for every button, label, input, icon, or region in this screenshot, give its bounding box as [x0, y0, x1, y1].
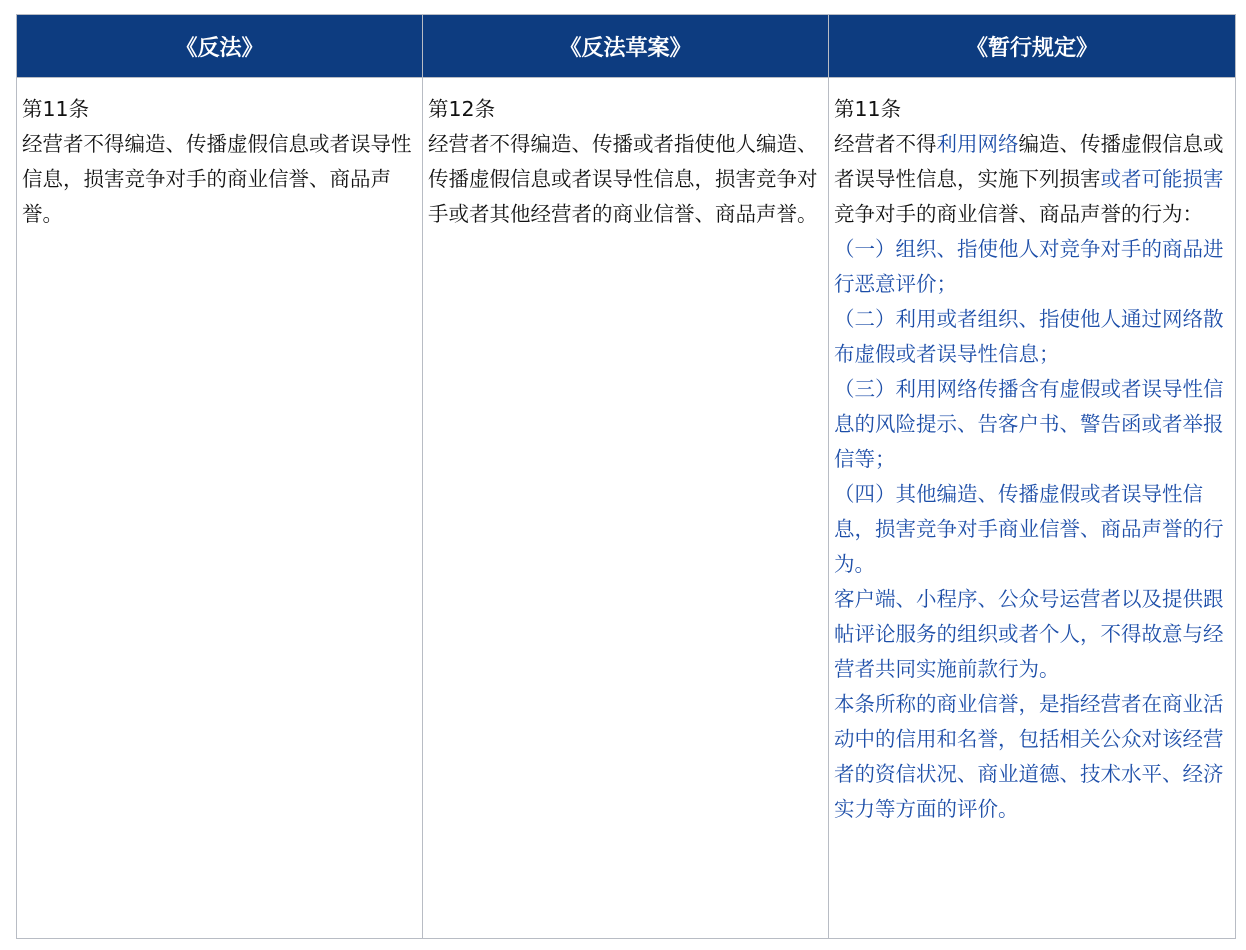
list-item: （四）其他编造、传播虚假或者误导性信息，损害竞争对手商业信誉、商品声誉的行为。: [834, 482, 1224, 576]
header-row: [17, 15, 1236, 78]
article-number: 第11条: [22, 97, 90, 121]
comparison-table: [16, 14, 1236, 939]
list-item: （一）组织、指使他人对竞争对手的商品进行恶意评价；: [834, 237, 1224, 296]
header-interim-provisions: 《暂行规定》: [829, 15, 1236, 78]
article-number: 第12条: [428, 97, 496, 121]
article-paragraph-1: [834, 127, 1231, 232]
highlighted-text: 或者可能损害: [1100, 167, 1224, 191]
list-item: （二）利用或者组织、指使他人通过网络散布虚假或者误导性信息；: [834, 307, 1224, 366]
text-segment: 竞争对手的商业信誉、商品声誉的行为：: [834, 202, 1203, 226]
highlighted-text: 利用网络: [936, 132, 1019, 156]
header-fanfa: 《反法》: [17, 15, 423, 78]
text-segment: 经营者不得: [834, 132, 937, 156]
article-paragraph-2: 客户端、小程序、公众号运营者以及提供跟帖评论服务的组织或者个人，不得故意与经营者共同实施前款行为。: [834, 587, 1224, 681]
cell-fanfa-draft: [423, 78, 829, 939]
cell-interim-provisions: [829, 78, 1236, 939]
article-body: 经营者不得编造、传播或者指使他人编造、传播虚假信息或者误导性信息，损害竞争对手或者其他经营者的商业信誉、商品声誉。: [428, 132, 818, 226]
header-fanfa-draft: 《反法草案》: [423, 15, 829, 78]
cell-fanfa: [17, 78, 423, 939]
article-number: 第11条: [834, 97, 902, 121]
text-segment: 编造、传播虚假信息或者误导性信息，实施下列损害: [834, 132, 1224, 191]
article-paragraph-3: 本条所称的商业信誉，是指经营者在商业活动中的信用和名誉，包括相关公众对该经营者的资信状况、商业道德、技术水平、经济实力等方面的评价。: [834, 692, 1224, 821]
article-body: 经营者不得编造、传播虚假信息或者误导性信息，损害竞争对手的商业信誉、商品声誉。: [22, 132, 412, 226]
content-row: [17, 78, 1236, 939]
list-item: （三）利用网络传播含有虚假或者误导性信息的风险提示、告客户书、警告函或者举报信等；: [834, 377, 1224, 471]
